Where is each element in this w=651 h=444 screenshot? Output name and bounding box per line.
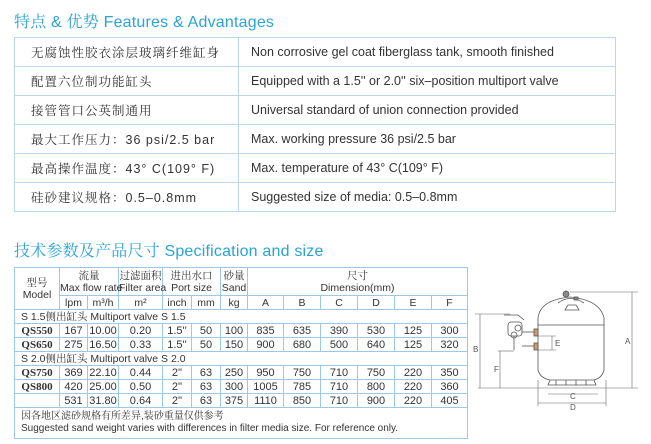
m3h-cell: 25.00 — [89, 380, 117, 393]
label-a: A — [625, 337, 631, 346]
dim-b-cell: 850 — [284, 394, 321, 408]
feature-row — [15, 67, 616, 96]
features-table — [14, 37, 616, 212]
sand-filter-dimension-diagram — [470, 270, 651, 444]
dim-d-cell: 640 — [358, 338, 395, 352]
inch-cell: 2'' — [163, 394, 192, 408]
dim-a-cell: 835 — [248, 324, 284, 338]
kg-cell: 300 — [221, 380, 248, 394]
feature-en: Max. working pressure 36 psi/2.5 bar — [239, 125, 616, 154]
header-port-size: 进出水口 Port size — [163, 268, 221, 296]
spec-header-row — [15, 268, 468, 296]
header-flow: 流量 Max flow rate — [60, 269, 123, 294]
area-cell: 0.33 — [119, 338, 163, 352]
mm-cell: 50 — [192, 338, 221, 352]
label-c: C — [570, 392, 576, 401]
model-cell: QS750 — [15, 366, 60, 380]
mm-cell: 63 — [192, 380, 221, 394]
label-d: D — [570, 403, 576, 412]
header-filter-area: 过滤面积 Filter area — [119, 269, 167, 294]
area-cell: 0.64 — [119, 394, 163, 408]
spec-title: 技术参数及产品尺寸 Specification and size — [14, 243, 324, 260]
feature-cn: 配置六位制功能缸头 — [15, 67, 239, 96]
group-row — [15, 352, 468, 366]
dim-e-cell: 125 — [395, 324, 432, 338]
feature-row — [15, 154, 616, 183]
dim-f-cell: 405 — [432, 394, 468, 408]
unit-cell: B — [284, 296, 321, 310]
dim-b-cell: 635 — [284, 324, 321, 338]
label-e: E — [555, 339, 561, 348]
lpm-cell: 420 — [60, 380, 88, 394]
feature-cn: 最大工作压力：36 psi/2.5 bar — [15, 125, 239, 154]
dim-d-cell: 800 — [358, 380, 395, 394]
area-cell: 0.44 — [119, 366, 163, 380]
feature-en: Non corrosive gel coat fiberglass tank, smooth finished — [239, 38, 616, 67]
label-b: B — [473, 345, 479, 354]
dim-e-cell: 220 — [395, 394, 432, 408]
mm-cell: 63 — [192, 366, 221, 380]
dim-c-cell: 390 — [321, 324, 358, 338]
mm-cell: 50 — [192, 324, 221, 338]
unit-cell: inch — [163, 296, 192, 310]
feature-en: Equipped with a 1.5'' or 2.0'' six–position multiport valve — [239, 67, 616, 96]
spec-units-row — [15, 296, 468, 310]
unit-cell: m² — [119, 296, 163, 310]
dim-f-cell: 320 — [432, 338, 468, 352]
unit-cell: A — [248, 296, 284, 310]
unit-cell: m³/h — [88, 296, 119, 310]
inch-cell: 1.5'' — [163, 324, 192, 338]
m3h-cell: 31.80 — [89, 394, 117, 407]
feature-cn: 最高操作温度：43° C(109° F) — [15, 154, 239, 183]
dim-c-cell: 710 — [321, 394, 358, 408]
dim-d-cell: 530 — [358, 324, 395, 338]
dim-e-cell: 220 — [395, 380, 432, 394]
header-sand: 砂量 Sand — [221, 269, 247, 294]
dim-a-cell: 950 — [248, 366, 284, 380]
lpm-cell: 275 — [60, 338, 88, 352]
dim-e-cell: 125 — [395, 338, 432, 352]
dim-a-cell: 900 — [248, 338, 284, 352]
dim-b-cell: 750 — [284, 366, 321, 380]
dim-c-cell: 710 — [321, 366, 358, 380]
unit-cell: F — [432, 296, 468, 310]
dim-d-cell: 900 — [358, 394, 395, 408]
table-row — [15, 366, 468, 380]
model-cell — [15, 394, 60, 408]
kg-cell: 150 — [221, 338, 248, 352]
unit-cell: E — [395, 296, 432, 310]
feature-en: Max. temperature of 43° C(109° F) — [239, 154, 616, 183]
feature-en: Universal standard of union connection provided — [239, 96, 616, 125]
feature-row — [15, 38, 616, 67]
feature-cn: 硅砂建议规格：0.5–0.8mm — [15, 183, 239, 212]
feature-cn: 无腐蚀性胶衣涂层玻璃纤维缸身 — [15, 38, 239, 67]
area-cell: 0.50 — [119, 380, 163, 394]
model-cell: QS650 — [15, 338, 60, 352]
m3h-cell: 10.00 — [89, 324, 117, 337]
dim-f-cell: 300 — [432, 324, 468, 338]
table-row — [15, 324, 468, 338]
feature-row — [15, 96, 616, 125]
area-cell: 0.20 — [119, 324, 163, 338]
table-row — [15, 394, 468, 408]
dim-a-cell: 1005 — [248, 380, 284, 394]
feature-en: Suggested size of media: 0.5–0.8mm — [239, 183, 616, 212]
model-cell: QS800 — [15, 380, 60, 394]
dim-e-cell: 220 — [395, 366, 432, 380]
unit-cell: kg — [221, 296, 248, 310]
dim-f-cell: 360 — [432, 380, 468, 394]
feature-row — [15, 183, 616, 212]
lpm-cell: 369 — [60, 366, 88, 380]
inch-cell: 2'' — [163, 366, 192, 380]
header-model: 型号 Model — [15, 268, 60, 310]
kg-cell: 375 — [221, 394, 248, 408]
dim-c-cell: 710 — [321, 380, 358, 394]
dim-c-cell: 500 — [321, 338, 358, 352]
dim-b-cell: 680 — [284, 338, 321, 352]
group-label: S 2.0侧出缸头 Multiport valve S 2.0 — [15, 352, 468, 366]
header-dimension: 尺寸 Dimension(mm) — [248, 268, 468, 296]
inch-cell: 2'' — [163, 380, 192, 394]
lpm-cell: 531 — [60, 394, 88, 408]
mm-cell: 63 — [192, 394, 221, 408]
feature-cn: 接管管口公英制通用 — [15, 96, 239, 125]
note-row — [15, 408, 468, 439]
unit-cell: lpm — [60, 296, 88, 310]
m3h-cell: 22.10 — [89, 366, 117, 379]
dim-f-cell: 350 — [432, 366, 468, 380]
unit-cell: D — [358, 296, 395, 310]
table-row — [15, 380, 468, 394]
footnote: 因各地区滤砂规格有所差异,装砂重量仅供参考 Suggested sand weight varies with differences in filter media size. For reference only. — [15, 408, 468, 439]
dim-b-cell: 785 — [284, 380, 321, 394]
m3h-cell: 16.50 — [89, 338, 117, 351]
label-f: F — [494, 365, 499, 374]
table-row — [15, 338, 468, 352]
feature-row — [15, 125, 616, 154]
inch-cell: 1.5'' — [163, 338, 192, 352]
unit-cell: mm — [192, 296, 221, 310]
dim-d-cell: 750 — [358, 366, 395, 380]
unit-cell: C — [321, 296, 358, 310]
lpm-cell: 167 — [60, 324, 88, 338]
spec-table — [14, 267, 468, 439]
kg-cell: 100 — [221, 324, 248, 338]
dim-a-cell: 1110 — [248, 394, 284, 408]
features-title: 特点 & 优势 Features & Advantages — [14, 14, 275, 31]
model-cell: QS550 — [15, 324, 60, 338]
group-label: S 1.5侧出缸头 Multiport valve S 1.5 — [15, 310, 468, 324]
kg-cell: 250 — [221, 366, 248, 380]
group-row — [15, 310, 468, 324]
